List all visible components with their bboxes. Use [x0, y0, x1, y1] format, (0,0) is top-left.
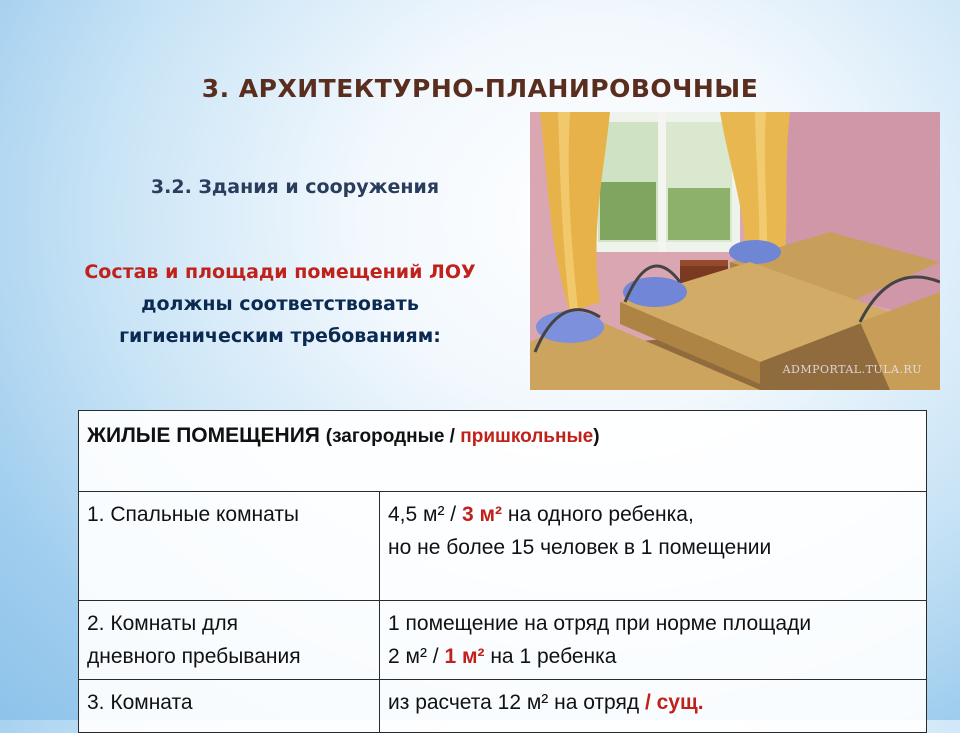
row1-line1-b: на одного ребенка,: [502, 503, 694, 526]
row3-value-red: / сущ.: [644, 691, 704, 714]
table-row: [79, 492, 927, 601]
row2-name-line2: дневного пребывания: [87, 645, 301, 668]
row2-line2: [388, 640, 916, 673]
row1-value: [380, 492, 927, 601]
bedroom-illustration: [530, 112, 940, 390]
header-main: ЖИЛЫЕ ПОМЕЩЕНИЯ: [87, 424, 320, 447]
photo-watermark: ADMPORTAL.TULA.RU: [782, 363, 922, 376]
row2-line2-a: 2 м² /: [388, 645, 445, 668]
row2-name-line1: 2. Комнаты для: [87, 612, 238, 635]
row3-name: 3. Комната: [79, 680, 380, 733]
header-close: ): [593, 426, 600, 447]
table-row: [79, 680, 927, 733]
requirement-line-3: гигиеническим требованиям:: [119, 325, 441, 347]
row3-value: [380, 680, 927, 733]
header-open: (загородные /: [325, 426, 461, 447]
row3-value-a: из расчета 12 м² на отряд: [388, 691, 645, 714]
header-sub: [326, 426, 600, 447]
row1-line1-a: 4,5 м² /: [388, 503, 462, 526]
section-subtitle: 3.2. Здания и сооружения: [150, 176, 440, 198]
requirement-text: [30, 256, 530, 352]
row1-line1-red: 3 м²: [461, 503, 503, 526]
row2-line2-b: на 1 ребенка: [484, 645, 617, 668]
row2-line2-red: 1 м²: [444, 645, 485, 668]
row2-value: [380, 601, 927, 680]
row1-line1: [388, 498, 916, 531]
header-red: пришкольные: [460, 426, 594, 447]
requirements-table: [78, 410, 927, 733]
requirement-line-1: Состав и площади помещений ЛОУ: [84, 261, 476, 283]
slide-title: 3. АРХИТЕКТУРНО-ПЛАНИРОВОЧНЫЕ: [201, 74, 759, 103]
table-header-cell: [79, 411, 927, 492]
requirement-line-2: должны соответствовать: [141, 293, 419, 315]
row2-name: [79, 601, 380, 680]
row2-line1: 1 помещение на отряд при норме площади: [388, 612, 812, 635]
row1-line2: но не более 15 человек в 1 помещении: [388, 536, 772, 559]
bedroom-photo: [530, 112, 940, 390]
table-row: [79, 601, 927, 680]
table-header-row: [79, 411, 927, 492]
row1-name: 1. Спальные комнаты: [79, 492, 380, 601]
